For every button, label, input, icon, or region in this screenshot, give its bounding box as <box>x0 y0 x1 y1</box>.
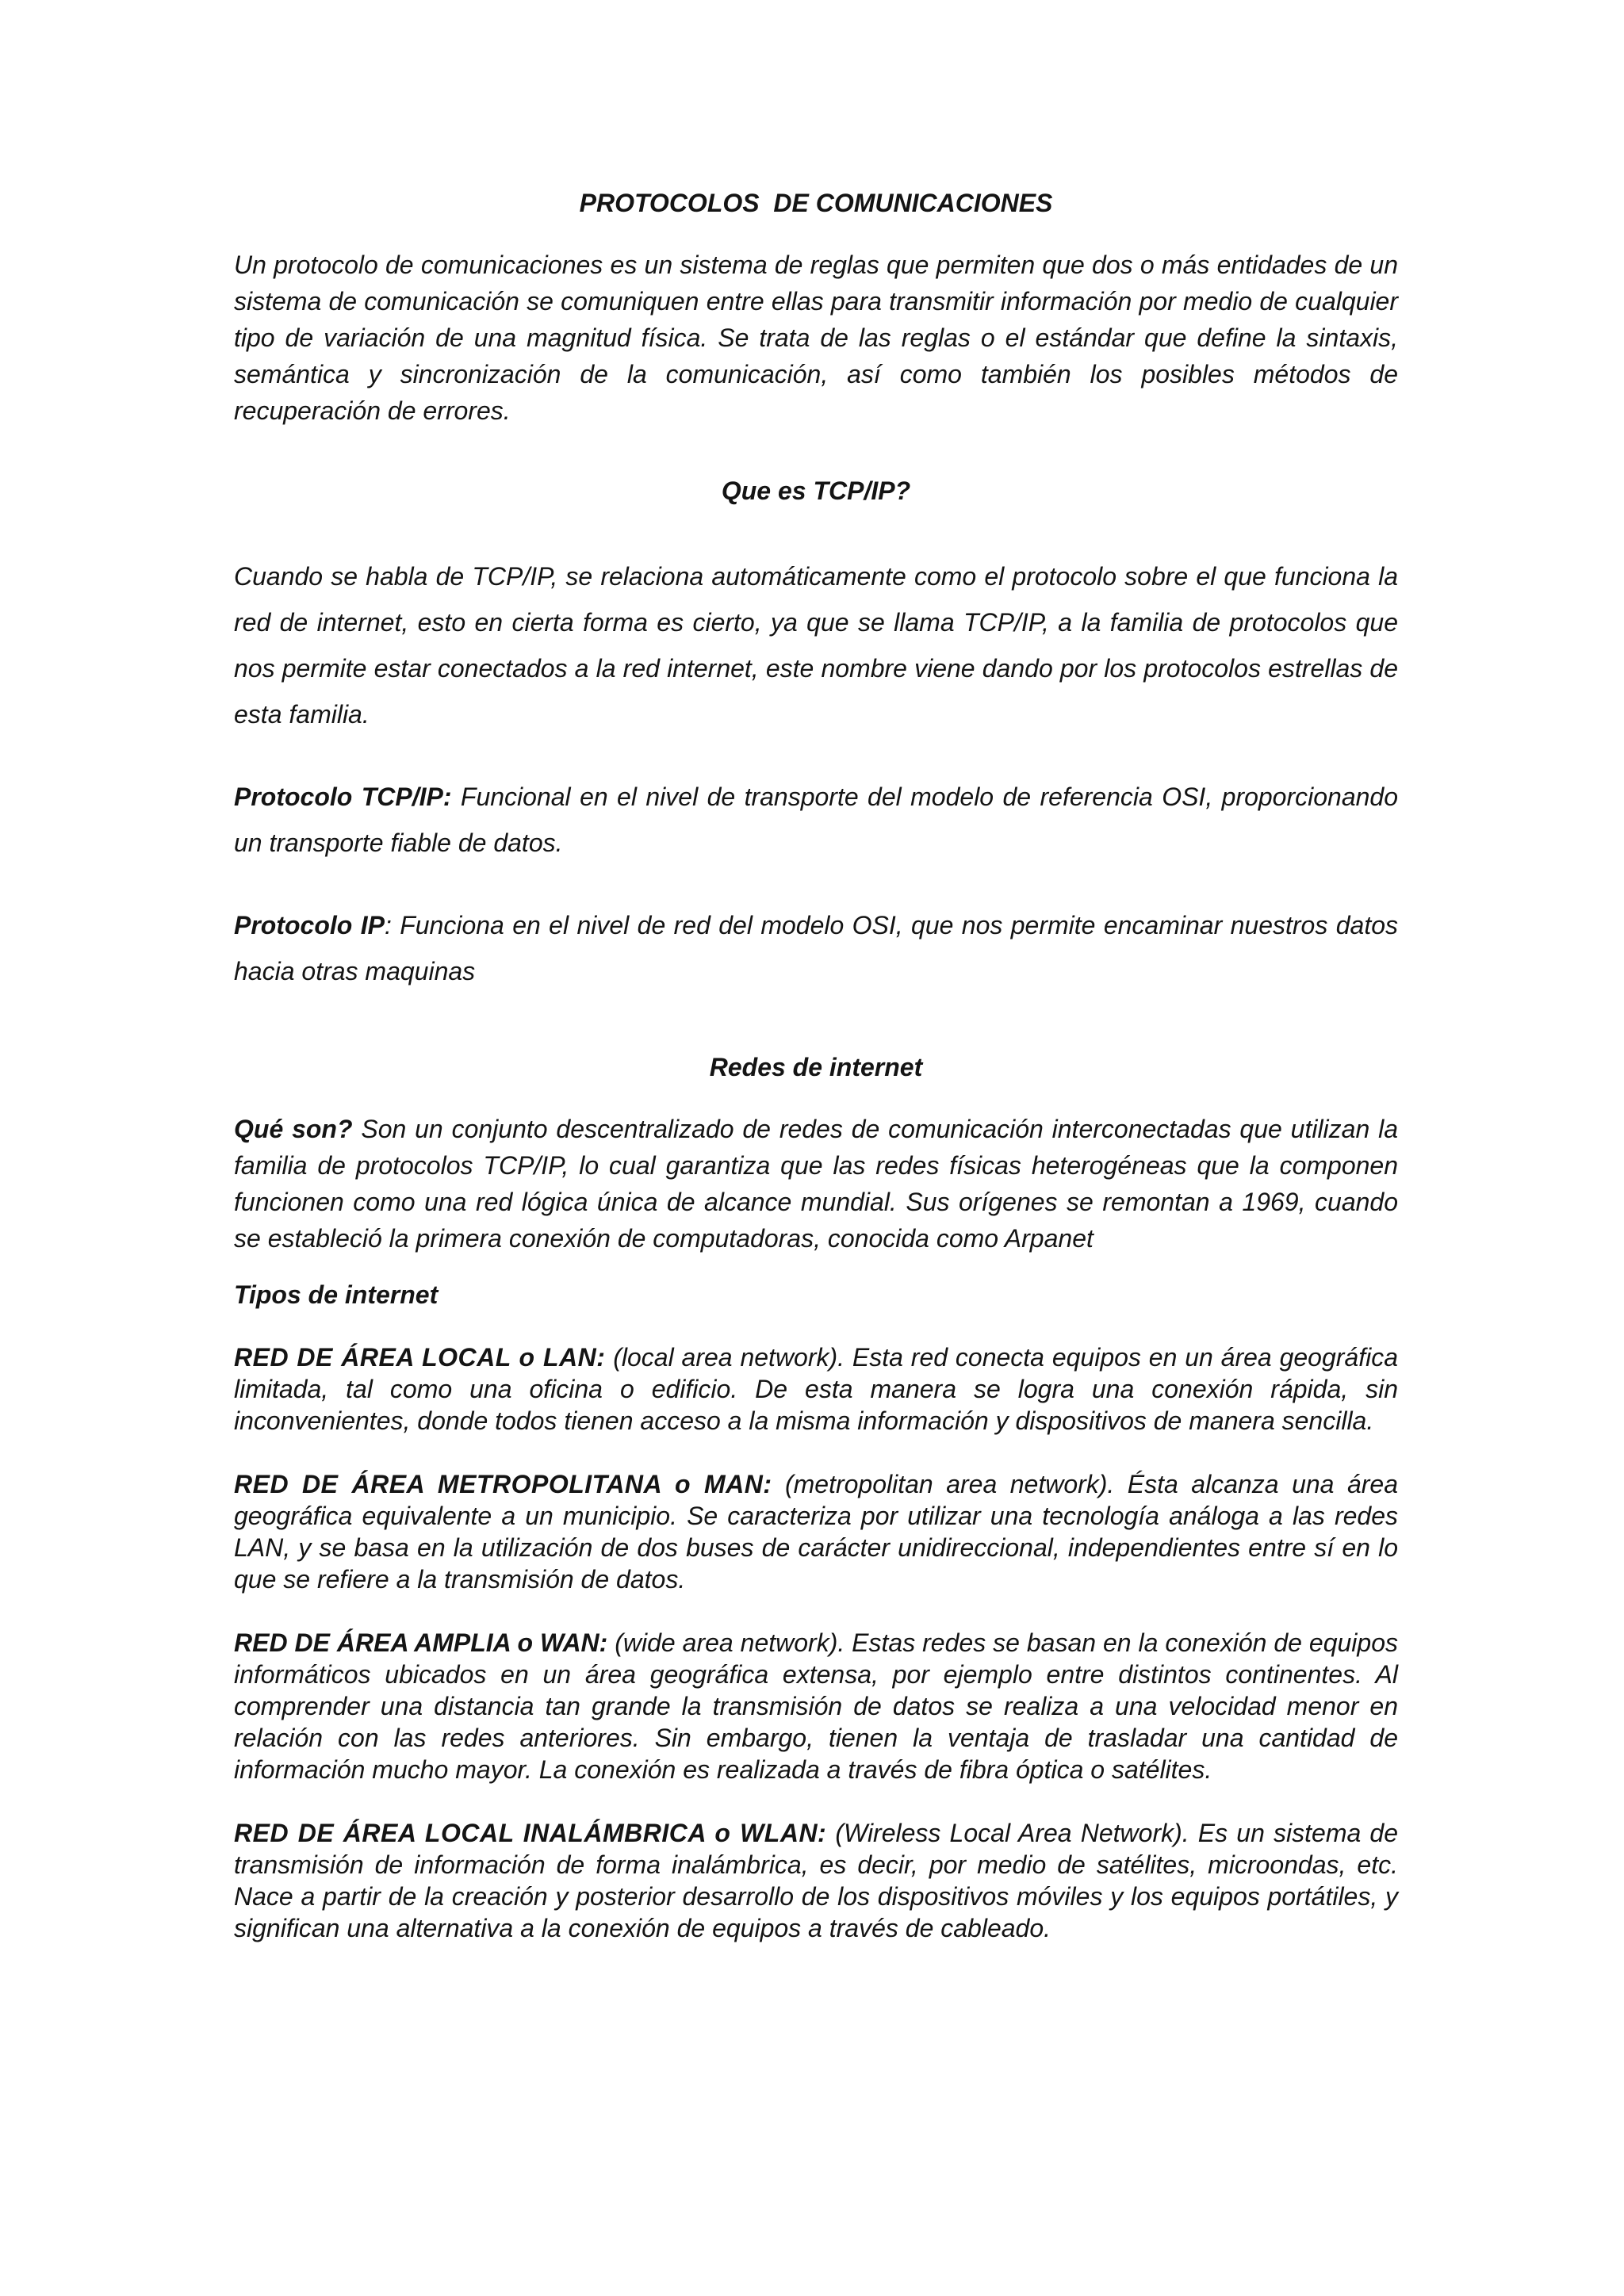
wan-text: (wide area network). Estas redes se basan en la conexión de equipos informáticos ubicados en un área geográfica extensa, por ejemplo entre distintos continentes. Al comprender una distancia tan grande la transmisión de datos se realiza a una velocidad menor en relación con las redes anteriores. Sin embargo, tienen la ventaja de trasladar una cantidad de información mucho mayor. La conexión es realizada a través de fibra óptica o satélites. <box>234 1628 1399 1784</box>
man-paragraph <box>234 1468 1398 1595</box>
redes-heading: Redes de internet <box>709 1053 923 1081</box>
tcpip-intro-paragraph: Cuando se habla de TCP/IP, se relaciona automáticamente como el protocolo sobre el que funciona la red de internet, esto en cierta forma es cierto, ya que se llama TCP/IP, a la familia de protocolos que nos permite estar conectados a la red internet, este nombre viene dando por los protocolos estrellas de esta familia. <box>234 562 1398 729</box>
wan-paragraph <box>234 1627 1398 1785</box>
ip-text: : Funciona en el nivel de red del modelo OSI, que nos permite encaminar nuestros datos hacia otras maquinas <box>234 911 1399 985</box>
que-son-paragraph <box>234 1111 1398 1257</box>
tcpip-heading: Que es TCP/IP? <box>721 476 911 505</box>
protocolo-paragraph: Un protocolo de comunicaciones es un sistema de reglas que permiten que dos o más entidades de un sistema de comunicación se comuniquen entre ellas para transmitir información por medio de cualquier tipo de variación de una magnitud física. Se trata de las reglas o el estándar que define la sintaxis, semántica y sincronización de la comunicación, así como también los posibles métodos de recuperación de errores. <box>234 251 1398 425</box>
tipos-heading: Tipos de internet <box>234 1280 439 1309</box>
man-label: RED DE ÁREA METROPOLITANA o MAN: <box>234 1470 772 1498</box>
wlan-paragraph <box>234 1817 1398 1944</box>
wlan-text: (Wireless Local Area Network). Es un sistema de transmisión de información de forma inalámbrica, es decir, por medio de satélites, microondas, etc. Nace a partir de la creación y posterior desarrollo de los dispositivos móviles y los equipos portátiles, y significan una alternativa a la conexión de equipos a través de cableado. <box>234 1819 1399 1942</box>
que-son-label: Qué son? <box>234 1115 353 1143</box>
ip-paragraph <box>234 902 1398 994</box>
lan-paragraph <box>234 1341 1398 1437</box>
lan-text: (local area network). Esta red conecta equipos en un área geográfica limitada, tal como una oficina o edificio. De esta manera se logra una conexión rápida, sin inconvenientes, donde todos tienen acceso a la misma información y dispositivos de manera sencilla. <box>234 1343 1399 1435</box>
que-son-text: Son un conjunto descentralizado de redes de comunicación interconectadas que utilizan la familia de protocolos TCP/IP, lo cual garantiza que las redes físicas heterogéneas que la componen funcionen como una red lógica única de alcance mundial. Sus orígenes se remontan a 1969, cuando se estableció la primera conexión de computadoras, conocida como Arpanet <box>234 1115 1399 1253</box>
tcp-text: Funcional en el nivel de transporte del modelo de referencia OSI, proporcionando un transporte fiable de datos. <box>234 783 1399 857</box>
wan-label: RED DE ÁREA AMPLIA o WAN: <box>234 1628 608 1657</box>
man-text: (metropolitan area network). Ésta alcanza una área geográfica equivalente a un municipio. Se caracteriza por utilizar una tecnología análoga a las redes LAN, y se basa en la utilización de dos buses de carácter unidireccional, independientes entre sí en lo que se refiere a la transmisión de datos. <box>234 1470 1399 1594</box>
document-page <box>234 189 1398 1944</box>
document-title: PROTOCOLOS DE COMUNICACIONES <box>579 189 1053 217</box>
ip-label: Protocolo IP <box>234 911 385 939</box>
lan-label: RED DE ÁREA LOCAL o LAN: <box>234 1343 606 1372</box>
tcp-label: Protocolo TCP/IP: <box>234 783 452 811</box>
wlan-label: RED DE ÁREA LOCAL INALÁMBRICA o WLAN: <box>234 1819 827 1847</box>
tcp-paragraph <box>234 774 1398 866</box>
